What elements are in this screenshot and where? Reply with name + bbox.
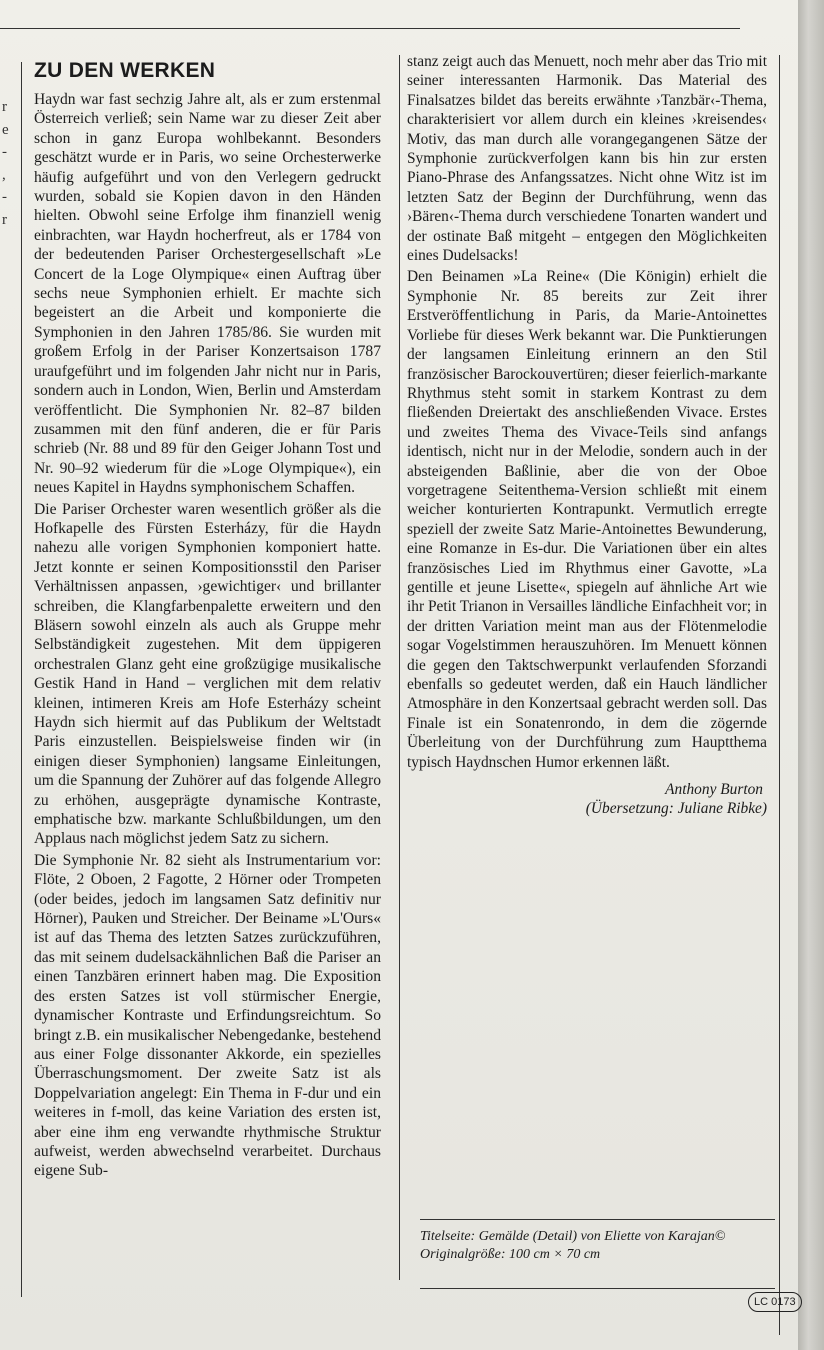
margin-fragment: - bbox=[2, 189, 7, 205]
right-column bbox=[407, 52, 767, 819]
author-name: Anthony Burton bbox=[665, 781, 763, 799]
paragraph: Die Pariser Orchester waren wesentlich größer als die Hofkapelle des Fürsten Esterházy, für die Haydn nahezu alle vorigen Symphonien komponiert hatte. Jetzt konnte er seinen Kompositionsstil den Pariser Verhältnissen anpassen, ›gewichtiger‹ und brillanter schreiben, die Klangfarbenpalette erweitern und den Bläsern sowohl einzeln als auch als Gruppe mehr Selbständigkeit zugestehen. Mit dem üppigeren orchestralen Glanz geht eine großzügige musikalische Gestik Hand in Hand – verglichen mit dem relativ kleinen, intimeren Kreis am Hofe Esterházy scheint Haydn sich hiermit auf das Publikum der Weltstadt Paris einzustellen. Beispielsweise finden wir (in einigen dieser Symphonien) langsame Einleitungen, um die Spannung der Zuhörer auf das folgende Allegro zu erhöhen, ausgeprägte dynamische Kontraste, emphatische bzw. markante Schlußbildungen, um den Applaus nach möglichst jedem Satz zu sichern. bbox=[34, 500, 381, 848]
credit-rule-bottom bbox=[420, 1288, 775, 1289]
paragraph: Haydn war fast sechzig Jahre alt, als er zum erstenmal Österreich verließ; sein Name war zu dieser Zeit aber schon in ganz Europa wohlbekannt. Besonders geschätzt wurde er in Paris, wo seine Orchesterwerke häufig aufgeführt und von den Verlegern gedruckt wurden, sobald sie Kopien davon in den Händen hielten. Obwohl seine Erfolge ihm finanziell wenig einbrachten, war Haydn hocherfreut, als er 1784 von der bedeutenden Pariser Orchestergesellschaft »Le Concert de la Loge Olympique« einen Auftrag über sechs neue Symphonien erhielt. Er machte sich begeistert an die Arbeit und komponierte die Symphonien in den Jahren 1785/86. Sie wurden mit großem Erfolg in der Pariser Konzertsaison 1787 uraufgeführt und im folgenden Jahr nicht nur in Paris, sondern auch in London, Wien, Berlin und Amsterdam veröffentlicht. Die Symphonien Nr. 82–87 bilden zusammen mit den fünf anderen, die er für Paris schrieb (Nr. 88 und 89 für den Geiger Johann Tost und Nr. 90–92 wiederum für die »Loge Olympique«), ein neues Kapitel in Haydns symphonischem Schaffen. bbox=[34, 91, 381, 497]
left-column-rule bbox=[21, 62, 22, 1297]
section-heading: ZU DEN WERKEN bbox=[34, 59, 216, 82]
margin-fragment: r bbox=[2, 99, 7, 115]
translator-credit: (Übersetzung: Juliane Ribke) bbox=[585, 800, 767, 818]
margin-fragments bbox=[2, 96, 16, 231]
margin-fragment: e bbox=[2, 121, 9, 138]
left-column bbox=[34, 58, 381, 1181]
middle-column-rule bbox=[399, 55, 400, 1280]
paragraph: stanz zeigt auch das Menuett, noch mehr aber das Trio mit seiner interessanten Harmonik. Das Material des Finalsatzes bildet das bereits erwähnte ›Tanzbär‹-Thema, charakterisiert vor allem durch ein kleines ›kreisendes‹ Motiv, das man durch alle vorangegangenen Sätze der Symphonie zurückverfolgen kann bis hin zur ersten Piano-Phrase des Anfangssatzes. Nicht ohne Witz ist im letzten Satz der Beginn der Durchführung, wenn das ›Bären‹-Thema durch verschiedene Tonarten wandert und der ostinate Baß mitgeht – entgegen den Möglichkeiten eines Dudelsacks! bbox=[407, 53, 767, 265]
cover-credit bbox=[420, 1228, 776, 1264]
right-column-rule bbox=[779, 55, 780, 1335]
top-rule bbox=[0, 28, 740, 29]
margin-fragment: r bbox=[2, 211, 7, 228]
cover-credit-size: Originalgröße: 100 cm × 70 cm bbox=[420, 1247, 601, 1262]
page-edge bbox=[798, 0, 824, 1350]
label-code-badge: LC 0173 bbox=[748, 1292, 802, 1312]
paragraph: Den Beinamen »La Reine« (Die Königin) erhielt die Symphonie Nr. 85 bereits zur Zeit ihrer Erstveröffentlichung in Paris, da Marie-Antoinettes Vorliebe für dieses Werk bekannt war. Die Punktierungen der langsamen Einleitung erinnern an den Stil französischer Barockouvertüren; dieser feierlich-markante Rhythmus steht somit in starkem Kontrast zu dem fließenden Dreiertakt des anschließenden Vivace. Erstes und zweites Thema des Vivace-Teils sind anfangs identisch, nicht nur in der Melodie, sondern auch in der absteigenden Baßlinie, aber die von der Oboe vorgetragene Seitenthema-Version schließt mit einem weicher konturierten Kontrapunkt. Vermutlich erregte speziell der zweite Satz Marie-Antoinettes Bewunderung, eine Romanze in Es-dur. Die Variationen über ein altes französisches Lied im Rhythmus einer Gavotte, »La gentille et jeune Lisette«, spiegeln auf ähnliche Art wie ihr Petit Trianon in Versailles ländliche Einfachheit vor; in der dritten Variation meint man aus der Flötenmelodie sogar Vogelstimmen herauszuhören. Im Menuett können die gegen den Taktschwerpunkt verlaufenden Sforzandi ebenfalls so gedeutet werden, daß ein Hauch ländlicher Atmosphäre in den Konzertsaal gebracht werden soll. Das Finale ist ein Sonatenrondo, in dem die zögernde Überleitung von der Durchführung zum Hauptthema typisch Haydnschen Humor erkennen läßt. bbox=[407, 268, 767, 771]
margin-fragment: , bbox=[2, 166, 6, 183]
credit-rule-top bbox=[420, 1219, 775, 1220]
margin-fragment: - bbox=[2, 144, 7, 160]
paragraph: Die Symphonie Nr. 82 sieht als Instrumentarium vor: Flöte, 2 Oboen, 2 Fagotte, 2 Hörner oder Trompeten (oder beides, jedoch im langsamen Satz definitiv nur Hörner), Pauken und Streicher. Der Beiname »L'Ours« ist auf das Thema des letzten Satzes zurückzuführen, das mit seinem dudelsackähnlichen Baß die Pariser an einen Tanzbären erinnert haben mag. Die Exposition des ersten Satzes ist voll stürmischer Energie, dynamischer Kontraste und Erfindungsreichtum. So bringt z.B. ein musikalischer Nebengedanke, bestehend aus einer Folge dissonanter Akkorde, ein spezielles Überraschungsmoment. Der zweite Satz ist als Doppelvariation angelegt: Ein Thema in F-dur und ein weiteres in f-moll, das keine Variation des ersten ist, aber eine ihm eng verwandte rhythmische Struktur aufweist, werden abwechselnd verarbeitet. Durchaus eigene Sub- bbox=[34, 851, 381, 1180]
cover-credit-painting: Titelseite: Gemälde (Detail) von Eliette von Karajan© bbox=[420, 1229, 726, 1244]
